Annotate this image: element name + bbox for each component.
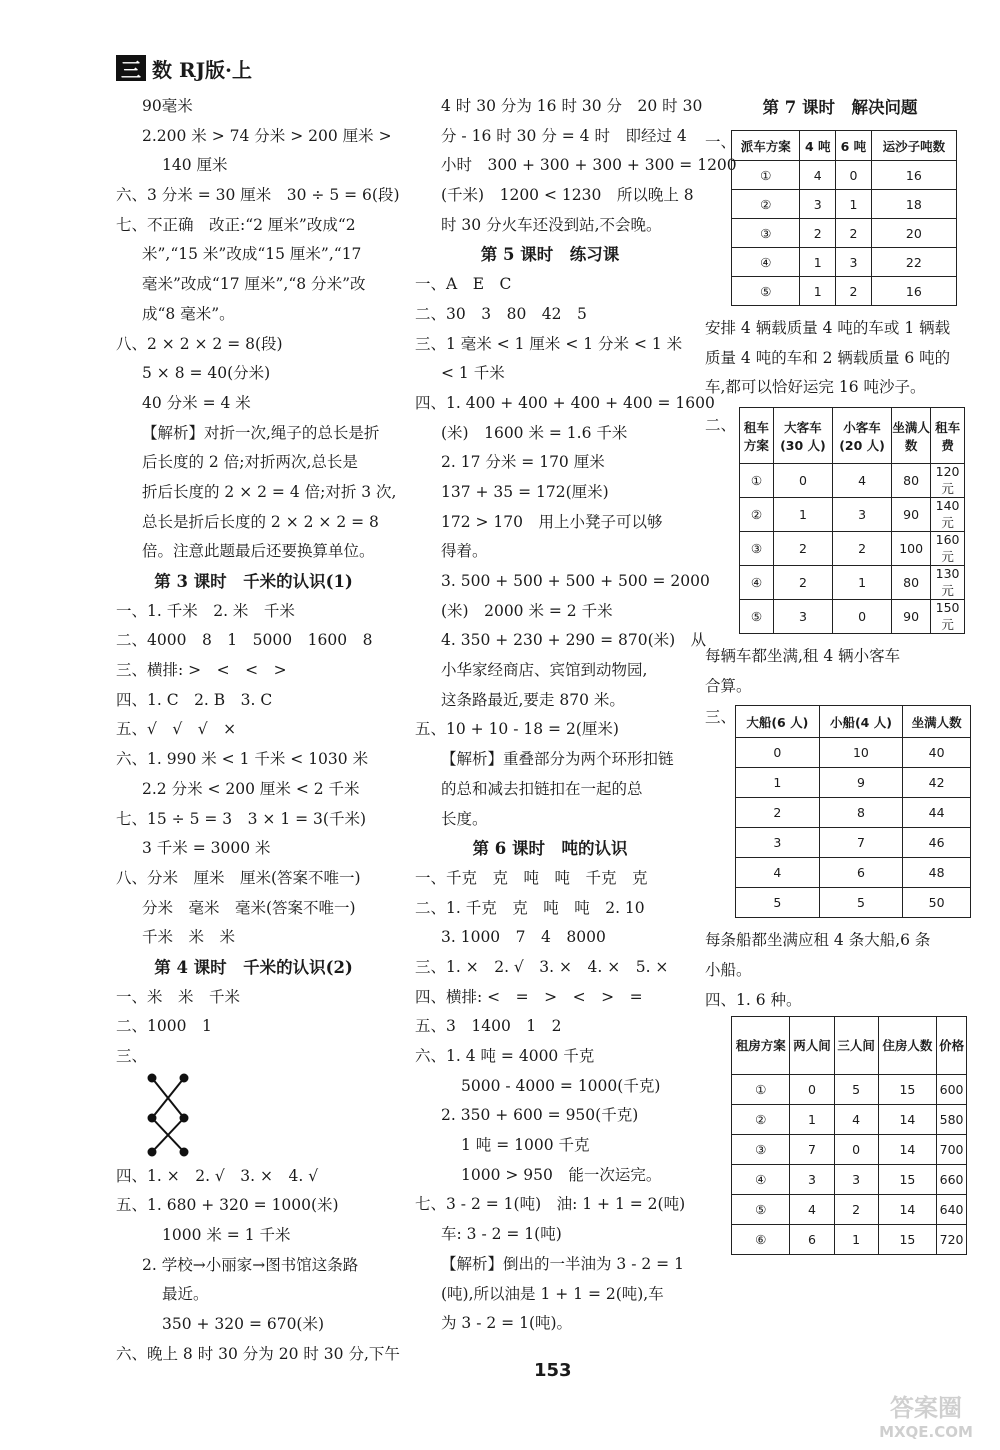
table-cell: 3: [834, 1164, 878, 1194]
table-cell: 2: [836, 219, 872, 248]
table-cell: 18: [871, 190, 956, 219]
answer-line: 2.2 分米 < 200 厘米 < 2 千米: [142, 779, 360, 798]
book-title: 数 RJ版·上: [152, 57, 253, 82]
answer-line: 八、分米 厘米 厘米(答案不唯一): [116, 868, 361, 887]
bus-rental-table: [739, 407, 965, 634]
answer-line: 后长度的 2 倍;对折两次,总长是: [142, 453, 358, 472]
answer-line: 八、2 × 2 × 2 = 8(段): [116, 334, 283, 353]
answer-line: (米) 1600 米 = 1.6 千米: [441, 423, 628, 442]
table-cell: 0: [736, 738, 820, 768]
watermark-text: 答案圈: [890, 1394, 962, 1422]
table-cell: 1: [836, 190, 872, 219]
table-cell: 15: [878, 1164, 936, 1194]
table-cell: 40: [903, 738, 971, 768]
table-cell: ②: [732, 190, 800, 219]
table-cell: ⑤: [740, 600, 774, 634]
answer-line: 4 时 30 分为 16 时 30 分 20 时 30: [441, 97, 703, 115]
table-cell: 3: [836, 248, 872, 277]
answer-line: 一、A E C: [415, 275, 512, 294]
table-cell: 9: [819, 768, 903, 798]
answer-line: 90毫米: [142, 97, 193, 115]
table-cell: 140 元: [931, 498, 965, 532]
answer-line: 千米 米 米: [142, 928, 236, 947]
table-cell: ③: [740, 532, 774, 566]
table-cell: 700: [937, 1134, 967, 1164]
answer-line: 5 × 8 = 40(分米): [142, 364, 271, 383]
table-cell: 4: [800, 161, 836, 190]
table-row: [736, 888, 971, 918]
table-cell: 100: [892, 532, 931, 566]
answer-line: 这条路最近,要走 870 米。: [441, 690, 625, 709]
question-3: [705, 705, 975, 918]
answer-line: 2.200 米 > 74 分米 > 200 厘米 >: [142, 126, 392, 145]
table-cell: 14: [878, 1104, 936, 1134]
table-cell: 2: [773, 532, 832, 566]
table-cell: 16: [871, 277, 956, 306]
table-row: [732, 1074, 967, 1104]
table-cell: 46: [903, 828, 971, 858]
answer-line: 五、√ √ √ ×: [116, 720, 237, 739]
watermark-logo: [870, 1392, 982, 1442]
table-cell: 1: [736, 768, 820, 798]
answer-line: 二、1000 1: [116, 1017, 212, 1036]
matching-diagram: [144, 1072, 391, 1162]
table-row: [736, 858, 971, 888]
section-title: 第 3 课时 千米的认识(1): [154, 572, 353, 591]
table-header-cell: 小船(4 人): [819, 706, 903, 738]
table-cell: 120 元: [931, 464, 965, 498]
section-title-7: 第 7 课时 解决问题: [762, 98, 918, 117]
table-header-cell: 大船(6 人): [736, 706, 820, 738]
answer-line: 三、1 毫米 < 1 厘米 < 1 分米 < 1 米: [415, 334, 683, 353]
question-label: 三、: [705, 708, 737, 727]
table-row: [736, 738, 971, 768]
table-row: [732, 161, 957, 190]
answer-line: 长度。: [441, 809, 488, 828]
table-cell: 2: [834, 1194, 878, 1224]
answer-line: 一、1. 千米 2. 米 千米: [116, 601, 295, 620]
table-cell: 1: [790, 1104, 834, 1134]
answer-line: 137 + 35 = 172(厘米): [441, 482, 609, 501]
table-cell: 5: [834, 1074, 878, 1104]
table-cell: 15: [878, 1074, 936, 1104]
answer-line: 2. 学校→小丽家→图书馆这条路: [142, 1255, 359, 1274]
answer-line: (米) 2000 米 = 2 千米: [441, 601, 613, 620]
table-cell: 600: [937, 1074, 967, 1104]
table-row: [732, 1134, 967, 1164]
table-cell: 4: [736, 858, 820, 888]
table-cell: 16: [871, 161, 956, 190]
table-row: [732, 277, 957, 306]
table-header-cell: 坐满人数: [903, 706, 971, 738]
boat-rental-table: [735, 705, 971, 918]
table-cell: 0: [773, 464, 832, 498]
table-cell: 44: [903, 798, 971, 828]
question-2: [705, 407, 975, 634]
table-cell: 5: [819, 888, 903, 918]
answer-line: 2. 17 分米 = 170 厘米: [441, 453, 605, 472]
answer-line: 一、米 米 千米: [116, 987, 241, 1006]
table-cell: ③: [732, 1134, 790, 1164]
table-row: [732, 1194, 967, 1224]
page-header: [116, 52, 252, 84]
table-cell: 20: [871, 219, 956, 248]
answer-line: 3. 1000 7 4 8000: [441, 928, 606, 947]
watermark-url: MXQE.COM: [879, 1423, 973, 1441]
table-cell: ④: [740, 566, 774, 600]
answer-line: 40 分米 = 4 米: [142, 393, 251, 412]
question-label: 二、: [705, 416, 737, 435]
answer-line: 二、4000 8 1 5000 1600 8: [116, 631, 373, 650]
table-cell: 2: [736, 798, 820, 828]
table-cell: 80: [892, 464, 931, 498]
page-number: 153: [534, 1360, 572, 1381]
answer-line: 小船。: [705, 961, 752, 980]
table-cell: 0: [834, 1134, 878, 1164]
table-cell: ④: [732, 1164, 790, 1194]
table-cell: 2: [836, 277, 872, 306]
answer-line: 六、3 分米 = 30 厘米 30 ÷ 5 = 6(段): [116, 186, 400, 205]
answer-line: 分 - 16 时 30 分 = 4 时 即经过 4: [441, 126, 687, 145]
answer-line: 3. 500 + 500 + 500 + 500 = 2000: [441, 572, 710, 590]
table-cell: 22: [871, 248, 956, 277]
answer-line: (千米) 1200 < 1230 所以晚上 8: [441, 186, 694, 205]
table-cell: ②: [732, 1104, 790, 1134]
table-cell: 3: [800, 190, 836, 219]
table-header-cell: 派车方案: [732, 131, 800, 161]
table-cell: ①: [740, 464, 774, 498]
table-cell: 1: [832, 566, 891, 600]
table-cell: 660: [937, 1164, 967, 1194]
answer-line: 总长是折后长度的 2 × 2 × 2 = 8: [142, 512, 379, 531]
table-header-cell: 4 吨: [800, 131, 836, 161]
answer-line: 5000 - 4000 = 1000(千克): [461, 1076, 661, 1095]
answer-line: 倍。注意此题最后还要换算单位。: [142, 542, 375, 561]
answer-line: 五、3 1400 1 2: [415, 1017, 562, 1036]
table-row: [732, 1104, 967, 1134]
table-cell: ④: [732, 248, 800, 277]
answer-line: 成“8 毫米”。: [142, 304, 235, 323]
answer-line: 小时 300 + 300 + 300 + 300 = 1200: [441, 156, 737, 175]
table-cell: 160 元: [931, 532, 965, 566]
table-cell: 90: [892, 600, 931, 634]
table-header-cell: 租车费: [931, 408, 965, 464]
table-row: [740, 600, 965, 634]
answer-line: < 1 千米: [441, 364, 505, 383]
table-cell: 2: [800, 219, 836, 248]
answer-line: 140 厘米: [162, 156, 228, 175]
answer-line: 三、: [116, 1047, 148, 1065]
table-cell: 4: [832, 464, 891, 498]
table-header-cell: 运沙子吨数: [871, 131, 956, 161]
section-title: 第 5 课时 练习课: [480, 245, 620, 265]
answer-paragraph-3: [705, 926, 975, 985]
answer-paragraph-2: [705, 642, 975, 701]
table-cell: 150 元: [931, 600, 965, 634]
table-header-cell: 大客车 (30 人): [773, 408, 832, 464]
answer-line: 的总和减去扣链扣在一起的总: [441, 779, 643, 798]
table-row: [736, 828, 971, 858]
table-cell: 15: [878, 1224, 936, 1254]
grade-badge: 三: [116, 55, 146, 81]
table-cell: ⑤: [732, 277, 800, 306]
answer-line: 六、1. 4 吨 = 4000 千克: [415, 1047, 595, 1065]
table-cell: 720: [937, 1224, 967, 1254]
answer-line: 三、1. × 2. √ 3. × 4. × 5. ×: [415, 957, 669, 976]
answer-line: 四、1. C 2. B 3. C: [116, 690, 273, 709]
table-header-cell: 两人间: [790, 1016, 834, 1074]
table-row: [736, 798, 971, 828]
answer-line: 为 3 - 2 = 1(吨)。: [441, 1314, 573, 1333]
answer-line: 2. 350 + 600 = 950(千克): [441, 1106, 639, 1125]
table-cell: 2: [832, 532, 891, 566]
answer-line: 七、15 ÷ 5 = 3 3 × 1 = 3(千米): [116, 809, 366, 828]
table-cell: 0: [832, 600, 891, 634]
answer-line: 毫米”改成“17 厘米”,“8 分米”改: [142, 275, 366, 294]
answer-line: 【解析】对折一次,绳子的总长是折: [142, 423, 380, 442]
answer-line: 每辆车都坐满,租 4 辆小客车: [705, 647, 901, 666]
table-cell: 1: [800, 277, 836, 306]
table-cell: 4: [790, 1194, 834, 1224]
table-cell: 8: [819, 798, 903, 828]
table-cell: 6: [790, 1224, 834, 1254]
table-header-cell: 租房方案: [732, 1016, 790, 1074]
answer-line: 七、3 - 2 = 1(吨) 油: 1 + 1 = 2(吨): [415, 1195, 686, 1214]
answer-line: 一、千克 克 吨 吨 千克 克: [415, 868, 648, 887]
table-row: [740, 498, 965, 532]
answer-line: 七、不正确 改正:“2 厘米”改成“2: [116, 215, 356, 234]
answer-line: 合算。: [705, 676, 752, 695]
table-cell: 48: [903, 858, 971, 888]
question-4: [705, 1016, 975, 1255]
table-row: [732, 190, 957, 219]
answer-line: 四、1. × 2. √ 3. × 4. √: [116, 1166, 319, 1185]
table-row: [740, 464, 965, 498]
table-row: [736, 768, 971, 798]
table-cell: 7: [790, 1134, 834, 1164]
answer-line: 二、30 3 80 42 5: [415, 304, 587, 323]
answer-line: 六、晚上 8 时 30 分为 20 时 30 分,下午: [116, 1344, 400, 1363]
table-cell: 0: [836, 161, 872, 190]
table-cell: 3: [832, 498, 891, 532]
answer-line: 172 > 170 用上小凳子可以够: [441, 512, 663, 531]
answer-line: 小华家经商店、宾馆到动物园,: [441, 661, 648, 680]
table-cell: 1: [834, 1224, 878, 1254]
room-rental-table: [731, 1016, 967, 1255]
question-1: [705, 130, 975, 306]
answer-line: 3 千米 = 3000 米: [142, 839, 271, 858]
table-cell: 4: [834, 1104, 878, 1134]
table-header-cell: 6 吨: [836, 131, 872, 161]
table-cell: 6: [819, 858, 903, 888]
answer-line: 二、1. 千克 克 吨 吨 2. 10: [415, 898, 645, 917]
answer-line: 1000 > 950 能一次运完。: [461, 1165, 662, 1184]
answer-line: 时 30 分火车还没到站,不会晚。: [441, 215, 662, 234]
answer-line: 五、10 + 10 - 18 = 2(厘米): [415, 720, 619, 739]
table-cell: ②: [740, 498, 774, 532]
table-header-cell: 价格: [937, 1016, 967, 1074]
table-header-cell: 小客车 (20 人): [832, 408, 891, 464]
column-3: [705, 92, 975, 1255]
answer-line: 车: 3 - 2 = 1(吨): [441, 1225, 562, 1244]
truck-plan-table: [731, 130, 957, 306]
table-header-cell: 三人间: [834, 1016, 878, 1074]
table-cell: 90: [892, 498, 931, 532]
answer-line: 车,都可以恰好运完 16 吨沙子。: [705, 378, 926, 397]
answer-line: (吨),所以油是 1 + 1 = 2(吨),车: [441, 1284, 664, 1303]
answer-line: 折后长度的 2 × 2 = 4 倍;对折 3 次,: [142, 482, 397, 501]
column-1: [116, 92, 400, 1370]
table-row: [740, 566, 965, 600]
table-cell: 50: [903, 888, 971, 918]
table-cell: 1: [773, 498, 832, 532]
answer-line: 四、横排: < = > < > =: [415, 987, 643, 1006]
table-cell: 3: [790, 1164, 834, 1194]
table-cell: 3: [773, 600, 832, 634]
question-4-answer: 四、1. 6 种。: [705, 990, 802, 1009]
answer-line: 四、1. 400 + 400 + 400 + 400 = 1600: [415, 393, 715, 412]
answer-line: 六、1. 990 米 < 1 千米 < 1030 米: [116, 750, 369, 769]
table-row: [732, 248, 957, 277]
answer-line: 五、1. 680 + 320 = 1000(米): [116, 1196, 339, 1215]
question-label: 一、: [705, 133, 737, 151]
section-title: 第 4 课时 千米的认识(2): [154, 957, 353, 977]
answer-line: 1 吨 = 1000 千克: [461, 1136, 590, 1155]
table-row: [740, 532, 965, 566]
table-cell: 580: [937, 1104, 967, 1134]
table-cell: 3: [736, 828, 820, 858]
answer-line: 4. 350 + 230 + 290 = 870(米) 从: [441, 631, 707, 650]
table-header-cell: 租车方案: [740, 408, 774, 464]
answer-line: 安排 4 辆载质量 4 吨的车或 1 辆载: [705, 319, 951, 337]
table-cell: 640: [937, 1194, 967, 1224]
answer-line: 1000 米 = 1 千米: [162, 1226, 291, 1245]
answer-line: 【解析】倒出的一半油为 3 - 2 = 1: [441, 1254, 684, 1273]
table-cell: 14: [878, 1194, 936, 1224]
table-cell: ①: [732, 161, 800, 190]
answer-line: 每条船都坐满应租 4 条大船,6 条: [705, 931, 931, 950]
table-cell: 0: [790, 1074, 834, 1104]
answer-line: 分米 毫米 毫米(答案不唯一): [142, 898, 356, 917]
answer-paragraph-1: [705, 314, 975, 403]
answer-line: 350 + 320 = 670(米): [162, 1315, 325, 1334]
table-cell: 1: [800, 248, 836, 277]
answer-line: 米”,“15 米”改成“15 厘米”,“17: [142, 245, 362, 264]
table-cell: 130 元: [931, 566, 965, 600]
table-cell: ⑤: [732, 1194, 790, 1224]
answer-line: 【解析】重叠部分为两个环形扣链: [441, 750, 674, 769]
table-cell: 42: [903, 768, 971, 798]
table-header-cell: 坐满人数: [892, 408, 931, 464]
table-row: [732, 1224, 967, 1254]
section-title: 第 6 课时 吨的认识: [472, 839, 628, 859]
table-row: [732, 1164, 967, 1194]
table-row: [732, 219, 957, 248]
table-cell: 80: [892, 566, 931, 600]
answer-line: 得着。: [441, 542, 488, 561]
table-cell: 5: [736, 888, 820, 918]
table-cell: 10: [819, 738, 903, 768]
table-header-cell: 住房人数: [878, 1016, 936, 1074]
table-cell: ①: [732, 1074, 790, 1104]
answer-line: 最近。: [162, 1285, 209, 1304]
answer-line: 质量 4 吨的车和 2 辆载质量 6 吨的: [705, 348, 951, 367]
answer-line: 三、横排: > < < >: [116, 661, 287, 680]
table-cell: 14: [878, 1134, 936, 1164]
table-cell: 2: [773, 566, 832, 600]
table-cell: ⑥: [732, 1224, 790, 1254]
table-cell: 7: [819, 828, 903, 858]
table-cell: ③: [732, 219, 800, 248]
